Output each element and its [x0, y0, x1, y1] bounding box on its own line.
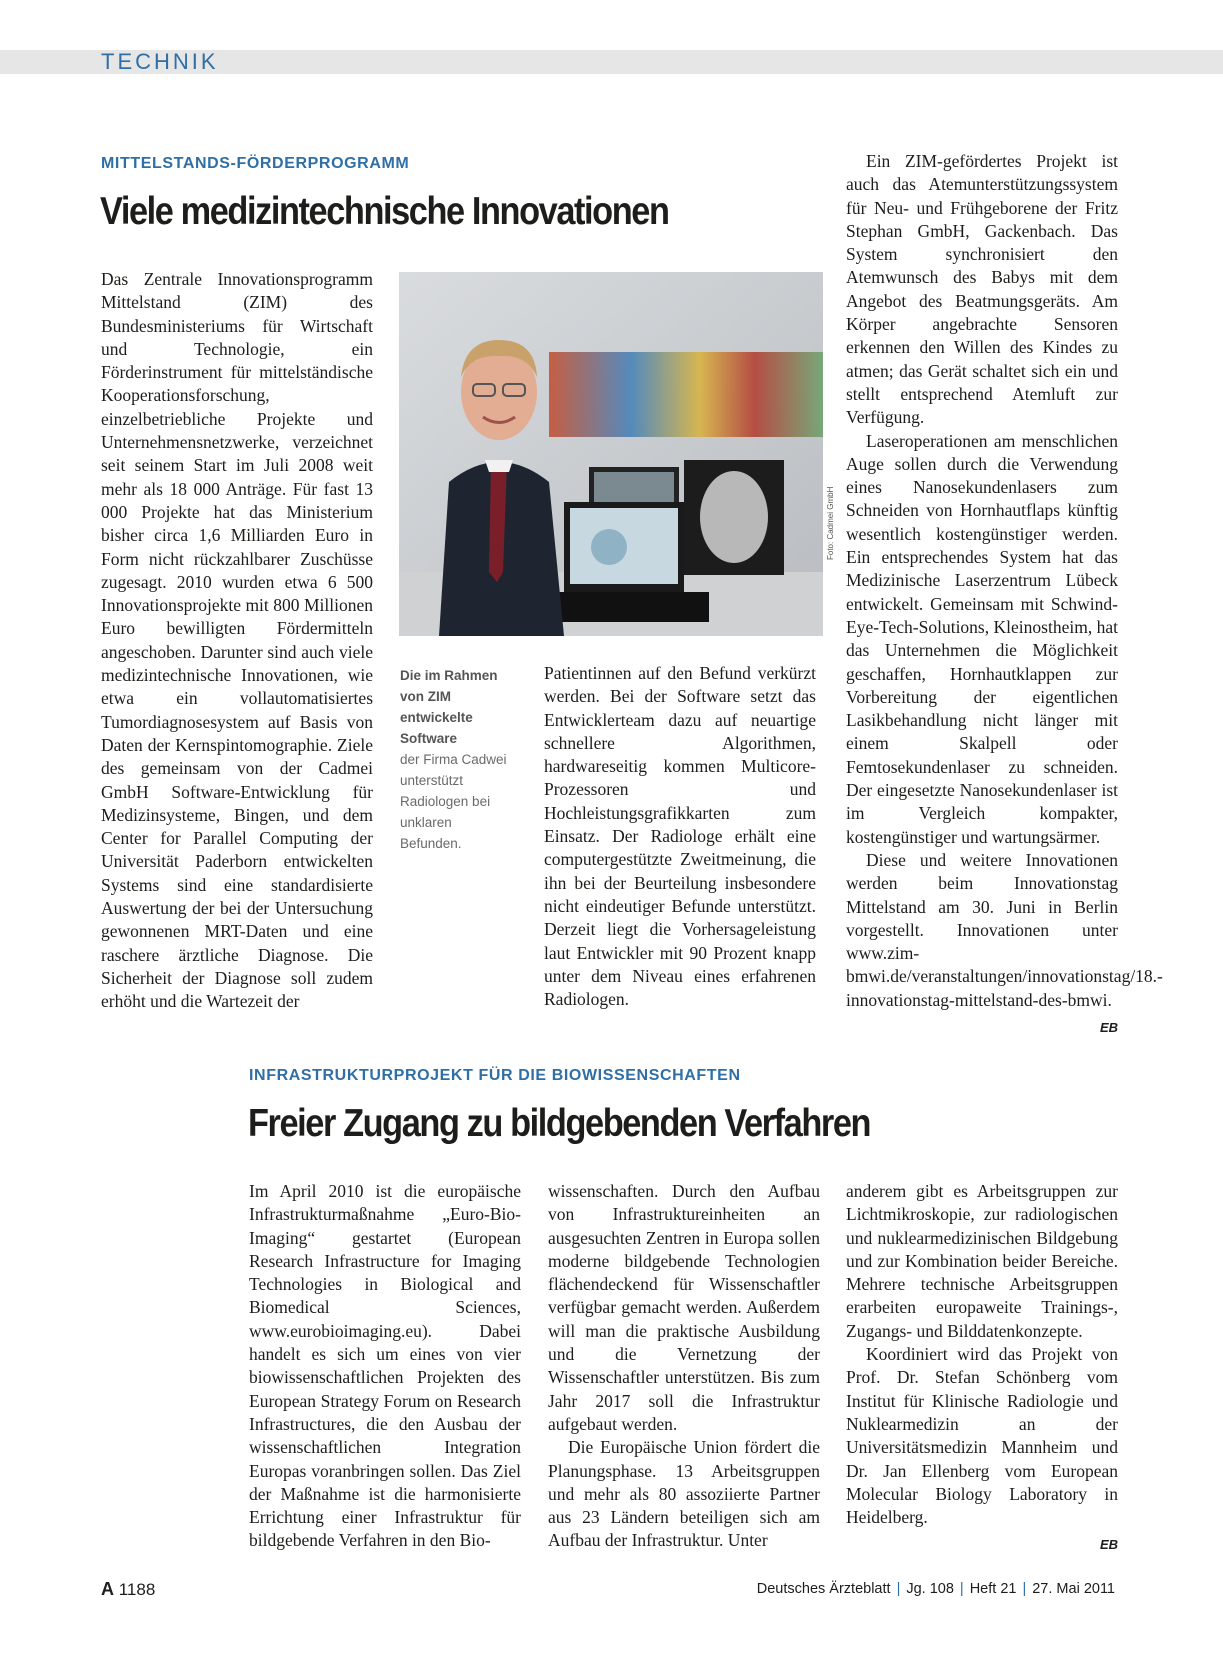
journal-info [757, 1581, 1115, 1597]
journal-volume: Jg. 108 [906, 1581, 954, 1597]
photo-credit: Foto: Cadmei GmbH [826, 486, 835, 560]
paragraph: Diese und weitere Innovationen werden beim Innovationstag Mittelstand am 30. Juni in Berlin vorgestellt. Innovationen unter www.zim-bmwi.de/veranstaltungen/innovationstag/18.-innovationstag-mittelstand-des-bmwi. [846, 849, 1163, 1010]
article1-column-1 [101, 268, 373, 1014]
paragraph: Im April 2010 ist die europäische Infrastrukturmaßnahme „Euro-Bio-Imaging“ gestartet (European Research Infrastructure for Imaging Technologies in Biological and Biomedical Sciences, www.eurobioimaging.eu). Dabei handelt es sich um eines von vier biowissenschaftlichen Projekten des European Strategy Forum on Research Infrastructures, die den Ausbau der wissenschaftlichen Integration Europas voranbringen sollen. Das Ziel der Maßnahme ist die harmonisierte Errichtung einer Infrastruktur für bildgebende Verfahren in den Bio- [249, 1181, 521, 1551]
paragraph: Ein ZIM-gefördertes Projekt ist auch das Atemunterstützungssystem für Neu- und Frühgeborene der Fritz Stephan GmbH, Gackenbach. Das System synchronisiert den Atemwunsch des Babys mit dem Angebot des Beatmungsgeräts. Am Körper angebrachte Sensoren erkennen den Willen des Kindes zu atmen; das Gerät schaltet sich ein und stellt entsprechend Atemluft zur Verfügung. [846, 151, 1118, 428]
journal-date: 27. Mai 2011 [1032, 1581, 1115, 1597]
article2-column-2 [548, 1180, 820, 1553]
paragraph: Patientinnen auf den Befund verkürzt werden. Bei der Software setzt das Entwicklerteam dazu auf neuartige schnellere Algorithmen, hardwareseitig kommen Multicore-Prozessoren und Hochleistungsgrafikkarten zum Einsatz. Der Radiologe erhält eine computergestützte Zweitmeinung, die ihn bei der Beurteilung insbesondere nicht eindeutiger Befunde unterstützt. Derzeit liegt die Vorhersageleistung laut Entwickler mit 90 Prozent knapp unter dem Niveau eines erfahrenen Radiologen. [544, 663, 816, 1010]
article1-column-3 [846, 150, 1163, 1039]
article1-kicker: MITTELSTANDS-FÖRDERPROGRAMM [101, 155, 410, 172]
paragraph: Die Europäische Union fördert die Planungsphase. 13 Arbeitsgruppen und mehr als 80 assoziierte Partner aus 23 Ländern beteiligen sich am Aufbau der Infrastruktur. Unter [548, 1437, 820, 1551]
paragraph: Das Zentrale Innovationsprogramm Mittelstand (ZIM) des Bundesministeriums für Wirtschaft und Technologie, ein Förderinstrument für mittelständische Kooperationsforschung, einzelbetriebliche Projekte und Unternehmensnetzwerke, verzeichnet seit seinem Start im Juli 2008 weit mehr als 18 000 Anträge. Für fast 13 000 Projekte hat das Ministerium bisher circa 1,6 Milliarden Euro in Form nicht rückzahlbarer Zuschüsse zugesagt. 2010 wurden etwa 6 500 Innovationsprojekte mit 800 Millionen Euro bewilligten Fördermitteln angeschoben. Darunter sind auch viele medizintechnische Innovationen, wie etwa ein vollautomatisiertes Tumordiagnosesystem auf Basis von Daten der Kernspintomographie. Ziele des gemeinsam von der Cadmei GmbH Software-Entwicklung für Medizinsysteme, Bingen, und dem Center for Parallel Computing der Universität Paderborn entwickelten Systems sind eine standardisierte Auswertung der bei der Untersuchung gewonnenen MRT-Daten und eine raschere ärztliche Diagnose. Die Sicherheit der Diagnose soll zudem erhöht und die Wartezeit der [101, 269, 373, 1012]
portrait-photo-image [399, 272, 823, 636]
separator: | [1022, 1581, 1027, 1597]
section-label: TECHNIK [101, 49, 219, 74]
journal-issue: Heft 21 [969, 1581, 1017, 1597]
article-photo [399, 272, 823, 636]
article1-headline: Viele medizintechnische Innovationen [100, 190, 669, 233]
paragraph: Laseroperationen am menschlichen Auge sollen durch die Verwendung eines Nanosekundenlasers zum Schneiden von Hornhautflaps künftig wesentlich kostengünstiger werden. Ein entsprechendes System hat das Medizinische Laserzentrum Lübeck entwickelt. Gemeinsam mit Schwind-Eye-Tech-Solutions, Kleinostheim, hat das Unternehmen die Möglichkeit geschaffen, Hornhautklappen zur Vorbereitung der eigentlichen Lasikbehandlung nicht länger mit einem Skalpell oder Femtosekundenlaser zu schneiden. Der eingesetzte Nanosekundenlaser ist im Vergleich kompakter, kostengünstiger und wartungsärmer. [846, 430, 1118, 847]
article2-column-3 [846, 1180, 1118, 1557]
page-number [101, 1579, 155, 1600]
author-signature: EB [1099, 1537, 1118, 1553]
article2-headline: Freier Zugang zu bildgebenden Verfahren [248, 1102, 871, 1145]
paragraph: wissenschaften. Durch den Aufbau von Infrastruktureinheiten an ausgesuchten Zentren in Europa sollen moderne bildgebende Technologien flächendeckend für Wissenschaftler verfügbar gemacht werden. Außerdem will man die praktische Ausbildung und die Vernetzung der Wissenschaftler unterstützen. Bis zum Jahr 2017 soll die Infrastruktur aufgebaut werden. [548, 1181, 820, 1434]
photo-caption [400, 665, 510, 854]
article2-column-1 [249, 1180, 521, 1553]
paragraph: Koordiniert wird das Projekt von Prof. Dr. Stefan Schönberg vom Institut für Klinische Radiologie und Nuklearmedizin an der Universitätsmedizin Mannheim und Dr. Jan Ellenberg vom European Molecular Biology Laboratory in Heidelberg. [846, 1344, 1118, 1528]
paragraph: anderem gibt es Arbeitsgruppen zur Lichtmikroskopie, zur radiologischen und nuklearmedizinischen Bildgebung und zur Kombination beider Bereiche. Mehrere technische Arbeitsgruppen erarbeiten europaweite Trainings-, Zugangs- und Bilddatenkonzepte. [846, 1181, 1118, 1341]
separator: | [959, 1581, 964, 1597]
caption-text: der Firma Cadwei unterstützt Radiologen bei unklaren Befunden. [400, 752, 507, 851]
caption-lead: Die im Rahmen von ZIM entwickelte Software [400, 668, 498, 746]
page-number-value: 1188 [118, 1580, 156, 1599]
separator: | [896, 1581, 901, 1597]
journal-name: Deutsches Ärzteblatt [756, 1581, 891, 1597]
article1-column-2 [544, 662, 816, 1011]
author-signature: EB [1099, 1019, 1118, 1035]
article2-kicker: INFRASTRUKTURPROJEKT FÜR DIE BIOWISSENSCHAFTEN [249, 1067, 741, 1084]
page-prefix: A [101, 1579, 114, 1599]
